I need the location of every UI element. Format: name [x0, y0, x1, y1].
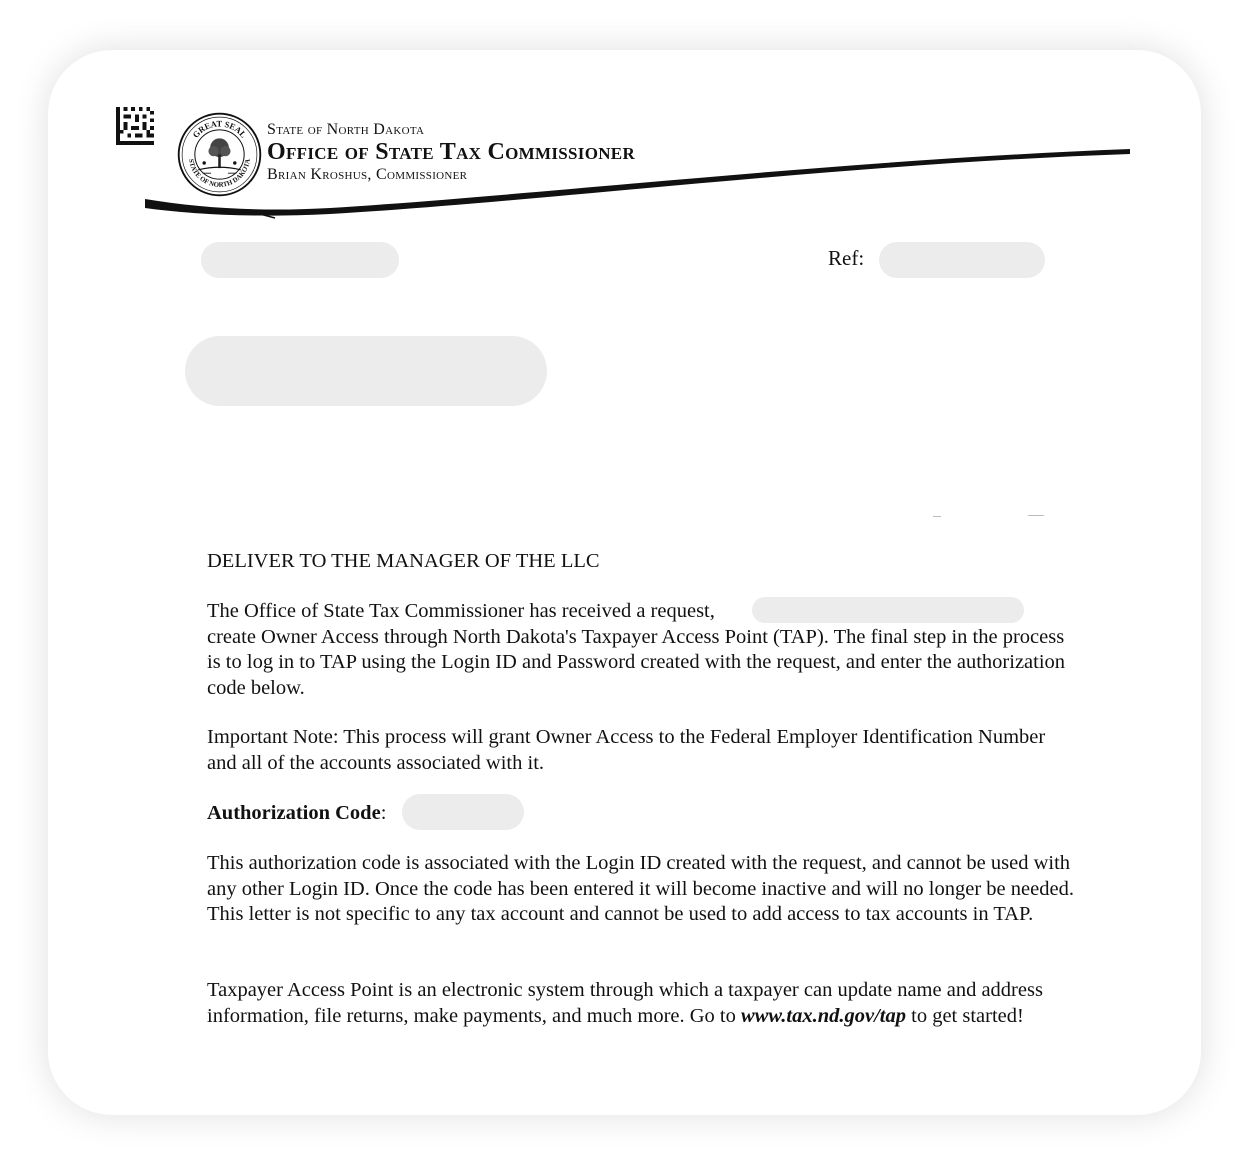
tap-info-closing: to get started! [906, 1004, 1024, 1027]
authorization-code-line [207, 801, 1077, 827]
scan-speck [1028, 515, 1044, 516]
svg-text:GREAT SEAL: GREAT SEAL [190, 118, 249, 140]
paragraph-code-info: This authorization code is associated with the Login ID created with the request, and cannot be used with any other Login ID. Once the code has been entered it will become inactive and will no longer be needed. This letter is not specific to any tax account and cannot be used to add access to tax accounts in TAP. [207, 852, 1074, 926]
redacted-requester [752, 597, 1024, 623]
important-note: Important Note: This process will grant Owner Access to the Federal Employer Identification Number and all of the accounts associated with it. [207, 726, 1046, 774]
redacted-ref-number [879, 242, 1045, 278]
redacted-authorization-code [402, 794, 524, 830]
tap-info-text: Taxpayer Access Point is an electronic system through which a taxpayer can update name and address information, file returns, make payments, and much more. Go to [207, 979, 1043, 1027]
paragraph-request-body: create Owner Access through North Dakota's Taxpayer Access Point (TAP). The final step in the process is to log in to TAP using the Login ID and Password created with the request, and enter the authorization code below. [207, 625, 1066, 699]
paragraph-request-line1: The Office of State Tax Commissioner has received a request, [207, 600, 715, 622]
header-commissioner: Brian Kroshus, Commissioner [267, 166, 468, 183]
scan-speck [933, 516, 941, 517]
paragraph-tap-info [207, 978, 1077, 1029]
redacted-recipient-address [185, 336, 547, 406]
authorization-code-label: Authorization Code [207, 802, 381, 824]
header-state: State of North Dakota [267, 121, 425, 138]
redacted-date [201, 242, 399, 278]
ref-label: Ref: [828, 246, 865, 270]
authorization-code-colon: : [380, 802, 387, 824]
header-office-title: Office of State Tax Commissioner [267, 139, 636, 165]
svg-text:STATE OF NORTH DAKOTA: STATE OF NORTH DAKOTA [187, 158, 253, 189]
deliver-to-line: DELIVER TO THE MANAGER OF THE LLC [207, 550, 600, 572]
tap-website-link[interactable]: www.tax.nd.gov/tap [741, 1004, 906, 1027]
